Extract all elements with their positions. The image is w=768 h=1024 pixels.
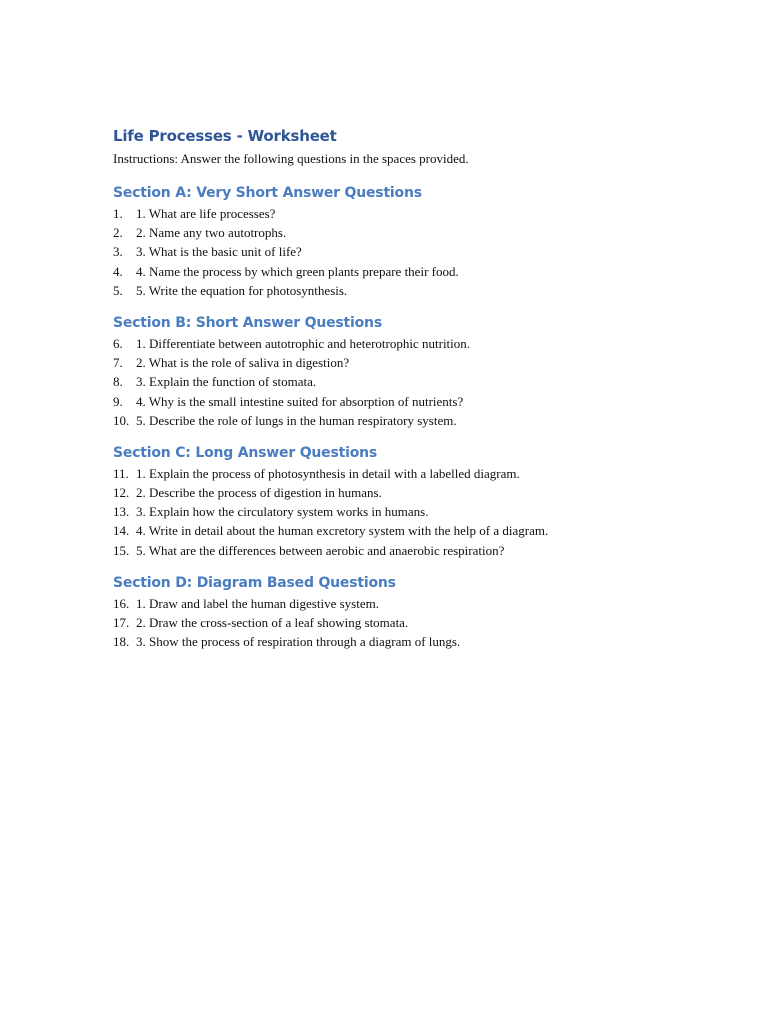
page-title: Life Processes - Worksheet: [113, 127, 337, 145]
section-b: [113, 300, 733, 430]
question-text: 5. What are the differences between aerobic and anaerobic respiration?: [136, 542, 505, 558]
question-text: 1. What are life processes?: [136, 206, 276, 221]
question-text: 3. Explain how the circulatory system works in humans.: [136, 504, 429, 520]
question-item: [113, 464, 733, 483]
question-text: 2. Name any two autotrophs.: [136, 225, 287, 241]
section-d: [113, 560, 733, 652]
question-text: 1. Draw and label the human digestive system.: [136, 595, 379, 611]
instructions-text: Instructions: Answer the following questions in the spaces provided.: [113, 151, 469, 166]
question-item: [113, 594, 733, 613]
question-number: 1.: [113, 206, 123, 221]
question-number: 13.: [113, 504, 130, 520]
question-text: 1. Differentiate between autotrophic and heterotrophic nutrition.: [136, 335, 471, 351]
question-item: [113, 262, 733, 281]
question-text: 4. Name the process by which green plants prepare their food.: [136, 263, 459, 279]
question-number: 18.: [113, 634, 130, 650]
section-heading: Section B: Short Answer Questions: [113, 314, 382, 331]
question-item: [113, 353, 733, 372]
question-number: 4.: [113, 263, 123, 279]
question-item: [113, 242, 733, 261]
question-text: 1. Explain the process of photosynthesis in detail with a labelled diagram.: [136, 465, 520, 481]
question-list: [113, 204, 733, 300]
question-item: [113, 483, 733, 502]
section-heading: Section C: Long Answer Questions: [113, 444, 378, 461]
question-number: 17.: [113, 615, 130, 630]
question-number: 9.: [113, 393, 123, 409]
question-number: 15.: [113, 542, 130, 558]
question-text: 3. What is the basic unit of life?: [136, 244, 302, 260]
question-item: [113, 392, 733, 411]
question-number: 6.: [113, 335, 123, 351]
question-number: 2.: [113, 225, 123, 241]
question-text: 5. Write the equation for photosynthesis.: [136, 282, 348, 298]
question-item: [113, 372, 733, 391]
question-number: 11.: [113, 465, 129, 481]
question-item: [113, 334, 733, 353]
question-text: 4. Why is the small intestine suited for absorption of nutrients?: [136, 393, 464, 409]
question-list: [113, 594, 733, 652]
question-item: [113, 281, 733, 300]
question-item: [113, 632, 733, 651]
worksheet-content: [113, 124, 733, 651]
question-text: 2. What is the role of saliva in digestion?: [136, 355, 350, 371]
question-text: 3. Show the process of respiration through a diagram of lungs.: [136, 634, 461, 650]
question-item: [113, 541, 733, 560]
section-heading: Section A: Very Short Answer Questions: [113, 185, 422, 201]
question-number: 8.: [113, 374, 123, 390]
question-item: [113, 613, 733, 632]
question-list: [113, 334, 733, 430]
question-item: [113, 502, 733, 521]
question-text: 2. Draw the cross-section of a leaf showing stomata.: [136, 615, 409, 630]
question-text: 3. Explain the function of stomata.: [136, 374, 317, 390]
question-item: [113, 411, 733, 430]
question-list: [113, 464, 733, 560]
question-text: 5. Describe the role of lungs in the human respiratory system.: [136, 412, 457, 428]
question-number: 12.: [113, 485, 130, 501]
question-number: 5.: [113, 282, 123, 298]
question-item: [113, 521, 733, 540]
question-item: [113, 204, 733, 223]
question-number: 14.: [113, 523, 130, 539]
question-item: [113, 223, 733, 242]
section-c: [113, 430, 733, 560]
section-a: [113, 170, 733, 300]
section-heading: Section D: Diagram Based Questions: [113, 574, 396, 591]
question-number: 16.: [113, 595, 130, 611]
sections-container: [113, 170, 733, 651]
question-number: 7.: [113, 355, 123, 371]
question-number: 3.: [113, 244, 123, 260]
question-text: 4. Write in detail about the human excretory system with the help of a diagram.: [136, 523, 549, 539]
question-number: 10.: [113, 412, 130, 428]
question-text: 2. Describe the process of digestion in humans.: [136, 485, 382, 501]
